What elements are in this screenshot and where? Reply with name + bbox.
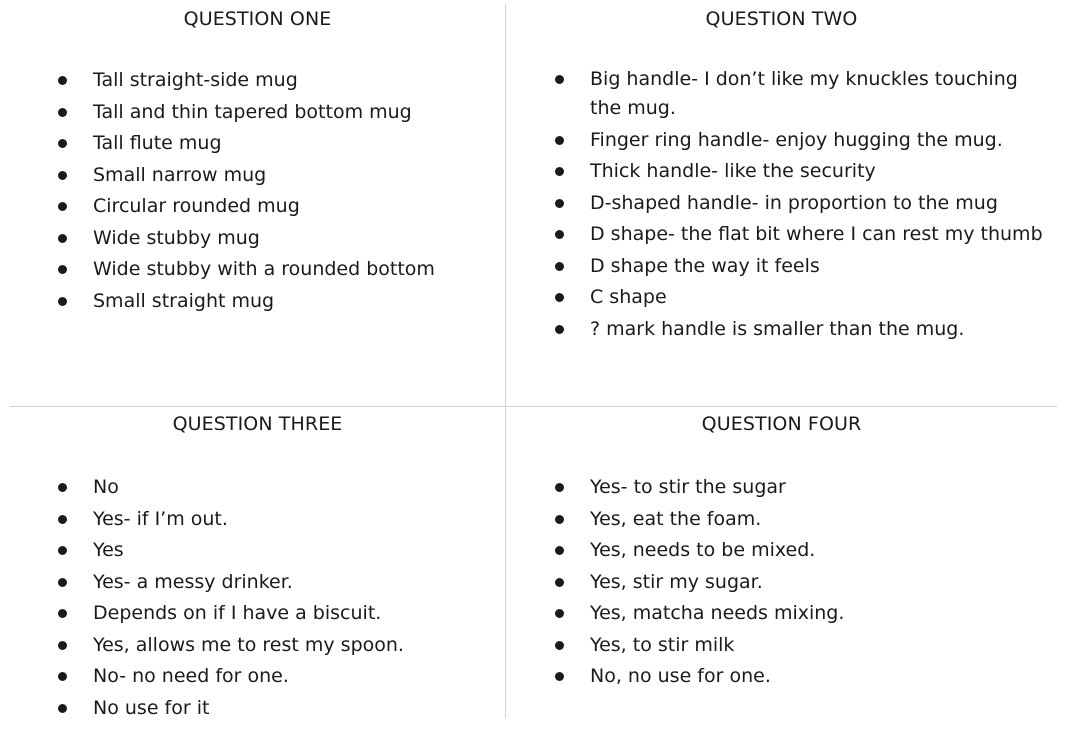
list-item: Wide stubby with a rounded bottom	[55, 254, 495, 286]
bullet-icon	[58, 202, 67, 211]
question-three-cell	[10, 407, 505, 718]
question-one-cell	[10, 4, 505, 406]
bullet-icon	[58, 609, 67, 618]
list-item: No use for it	[55, 693, 495, 725]
bullet-icon	[555, 672, 564, 681]
list-item: Yes, matcha needs mixing.	[552, 598, 1044, 630]
bullet-icon	[555, 515, 564, 524]
bullet-icon	[58, 578, 67, 587]
list-item: ? mark handle is smaller than the mug.	[552, 315, 1044, 344]
list-item: Yes	[55, 535, 495, 567]
list-item: Yes, to stir milk	[552, 630, 1044, 662]
list-item: Circular rounded mug	[55, 191, 495, 223]
list-item: No- no need for one.	[55, 661, 495, 693]
bullet-icon	[58, 483, 67, 492]
bullet-icon	[58, 76, 67, 85]
list-item: Tall and thin tapered bottom mug	[55, 97, 495, 129]
list-item: Tall straight-side mug	[55, 65, 495, 97]
list-item: D-shaped handle- in proportion to the mug	[552, 189, 1044, 218]
answer-list	[55, 472, 495, 724]
bullet-icon	[555, 136, 564, 145]
question-two-cell	[506, 4, 1057, 406]
question-heading: QUESTION ONE	[183, 8, 332, 30]
list-item: Small straight mug	[55, 286, 495, 318]
answer-list	[55, 65, 495, 317]
bullet-icon	[58, 171, 67, 180]
bullet-icon	[555, 641, 564, 650]
bullet-icon	[58, 265, 67, 274]
answer-list	[552, 472, 1044, 693]
bullet-icon	[555, 293, 564, 302]
bullet-icon	[58, 641, 67, 650]
list-item: Yes, allows me to rest my spoon.	[55, 630, 495, 662]
bullet-icon	[555, 230, 564, 239]
list-item: Small narrow mug	[55, 160, 495, 192]
bullet-icon	[555, 325, 564, 334]
bullet-icon	[58, 515, 67, 524]
question-heading: QUESTION TWO	[705, 8, 858, 30]
bullet-icon	[555, 199, 564, 208]
question-four-cell	[506, 407, 1057, 718]
bullet-icon	[555, 262, 564, 271]
list-item: Yes, needs to be mixed.	[552, 535, 1044, 567]
list-item: Yes- if I’m out.	[55, 504, 495, 536]
list-item: No, no use for one.	[552, 661, 1044, 693]
list-item: Yes- a messy drinker.	[55, 567, 495, 599]
list-item: D shape the way it feels	[552, 252, 1044, 281]
bullet-icon	[58, 234, 67, 243]
answers-table	[10, 4, 1057, 718]
bullet-icon	[58, 297, 67, 306]
list-item: D shape- the flat bit where I can rest my thumb	[552, 220, 1044, 249]
question-heading: QUESTION THREE	[172, 413, 343, 435]
bullet-icon	[58, 672, 67, 681]
list-item: C shape	[552, 283, 1044, 312]
question-heading: QUESTION FOUR	[701, 413, 862, 435]
list-item: Big handle- I don’t like my knuckles touching the mug.	[552, 65, 1044, 123]
bullet-icon	[555, 167, 564, 176]
list-item: No	[55, 472, 495, 504]
bullet-icon	[58, 139, 67, 148]
bullet-icon	[555, 578, 564, 587]
answer-list	[552, 65, 1044, 346]
bullet-icon	[555, 546, 564, 555]
list-item: Tall flute mug	[55, 128, 495, 160]
bullet-icon	[555, 609, 564, 618]
list-item: Yes, stir my sugar.	[552, 567, 1044, 599]
bullet-icon	[555, 483, 564, 492]
bullet-icon	[58, 546, 67, 555]
list-item: Thick handle- like the security	[552, 157, 1044, 186]
bullet-icon	[555, 75, 564, 84]
bullet-icon	[58, 108, 67, 117]
bullet-icon	[58, 704, 67, 713]
list-item: Finger ring handle- enjoy hugging the mug.	[552, 126, 1044, 155]
list-item: Wide stubby mug	[55, 223, 495, 255]
list-item: Depends on if I have a biscuit.	[55, 598, 495, 630]
list-item: Yes- to stir the sugar	[552, 472, 1044, 504]
list-item: Yes, eat the foam.	[552, 504, 1044, 536]
